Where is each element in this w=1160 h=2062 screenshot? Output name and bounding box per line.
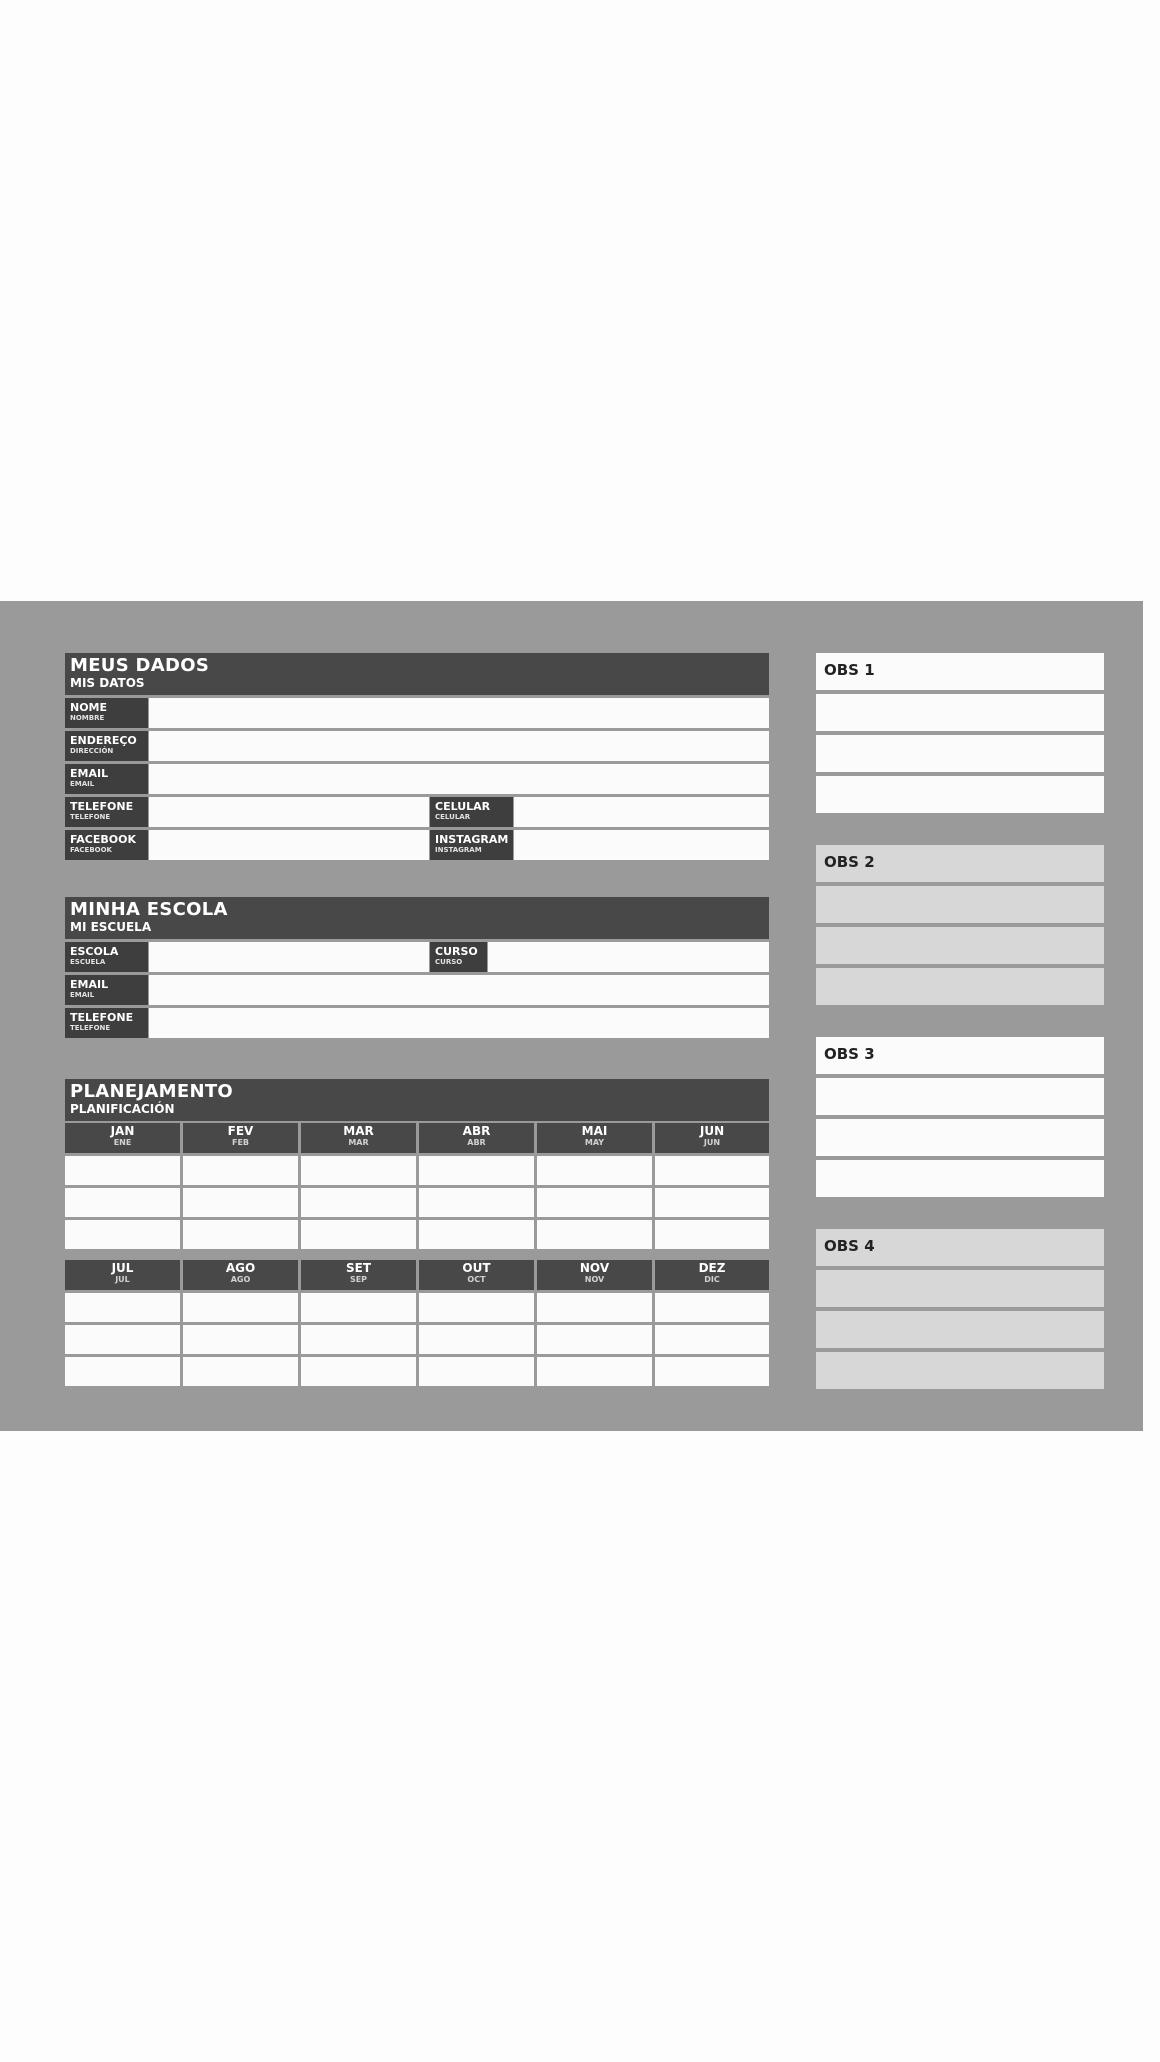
escola-email-label [65,975,148,1005]
obs-4-title: OBS 4 [824,1237,875,1255]
escola-label-text: ESCOLA [70,945,119,958]
nome-label-sub: NOMBRE [70,714,105,722]
nov-cell-3[interactable] [537,1357,652,1386]
escola-telefone-label-text: TELEFONE [70,1011,134,1024]
jan-cell-2[interactable] [65,1188,180,1217]
nov-cell-2[interactable] [537,1325,652,1354]
telefone-label-text: TELEFONE [70,800,134,813]
obs-2-title-box [816,845,1104,882]
month-out-es: OCT [467,1275,486,1284]
escola-label [65,942,148,972]
month-header-fev [183,1123,298,1153]
facebook-label [65,830,148,860]
month-header-mar [301,1123,416,1153]
month-header-jun [655,1123,769,1153]
endereco-label [65,731,148,761]
jul-cell-3[interactable] [65,1357,180,1386]
fev-cell-2[interactable] [183,1188,298,1217]
nov-cell-1[interactable] [537,1293,652,1322]
meus-dados-title: MEUS DADOS [70,655,210,676]
meus-dados-header [65,653,769,695]
mar-cell-1[interactable] [301,1156,416,1185]
ago-cell-3[interactable] [183,1357,298,1386]
obs-2-title: OBS 2 [824,853,875,871]
endereco-label-sub: DIRECCIÓN [70,747,114,755]
dez-cell-2[interactable] [655,1325,769,1354]
month-jun-es: JUN [703,1138,721,1147]
month-jan-es: ENE [113,1138,132,1147]
month-header-out [419,1260,534,1290]
obs-2-line-2[interactable] [816,927,1104,964]
obs-4-title-box [816,1229,1104,1266]
obs-3-line-1[interactable] [816,1078,1104,1115]
nome-label-text: NOME [70,701,108,714]
month-set-es: SEP [349,1275,368,1284]
month-header-dez [655,1260,769,1290]
escola-label-sub: ESCUELA [70,958,106,966]
obs-3-title-box [816,1037,1104,1074]
mar-cell-2[interactable] [301,1188,416,1217]
planejamento-subtitle: PLANIFICACIÓN [70,1102,175,1116]
month-jun-pt: JUN [699,1124,725,1138]
celular-label-sub: CELULAR [435,813,471,821]
month-fev-es: FEB [231,1138,250,1147]
escola-email-label-sub: EMAIL [70,991,95,999]
obs-1-line-1[interactable] [816,694,1104,731]
month-jul-pt: JUL [111,1261,134,1275]
instagram-field[interactable] [514,830,769,860]
planejamento-title: PLANEJAMENTO [70,1081,234,1102]
escola-email-field[interactable] [149,975,769,1005]
instagram-label-text: INSTAGRAM [435,833,509,846]
jun-cell-1[interactable] [655,1156,769,1185]
nome-field[interactable] [149,698,769,728]
ago-cell-2[interactable] [183,1325,298,1354]
month-dez-es: DIC [704,1275,720,1284]
instagram-label [430,830,513,860]
month-out-pt: OUT [462,1261,491,1275]
month-header-jan [65,1123,180,1153]
celular-label-text: CELULAR [435,800,491,813]
planner-sheet [0,601,1143,1431]
escola-telefone-field[interactable] [149,1008,769,1038]
month-header-ago [183,1260,298,1290]
month-jan-pt: JAN [110,1124,135,1138]
planejamento-header [65,1079,769,1121]
month-header-jul [65,1260,180,1290]
month-header-nov [537,1260,652,1290]
facebook-field[interactable] [149,830,429,860]
telefone-label-sub: TELEFONE [70,813,111,821]
month-nov-es: NOV [584,1275,605,1284]
abr-cell-2[interactable] [419,1188,534,1217]
ago-cell-1[interactable] [183,1293,298,1322]
curso-label-sub: CURSO [435,958,463,966]
obs-4-line-2[interactable] [816,1311,1104,1348]
instagram-label-sub: INSTAGRAM [435,846,482,854]
month-mai-pt: MAI [581,1124,608,1138]
email-label-sub: EMAIL [70,780,95,788]
obs-1-title: OBS 1 [824,661,875,679]
curso-label [430,942,487,972]
jun-cell-3[interactable] [655,1220,769,1249]
dez-cell-3[interactable] [655,1357,769,1386]
month-nov-pt: NOV [579,1261,610,1275]
escola-telefone-label-sub: TELEFONE [70,1024,111,1032]
out-cell-3[interactable] [419,1357,534,1386]
obs-3-line-2[interactable] [816,1119,1104,1156]
obs-2-line-3[interactable] [816,968,1104,1005]
month-header-set [301,1260,416,1290]
fev-cell-3[interactable] [183,1220,298,1249]
telefone-label [65,797,148,827]
endereco-label-text: ENDEREÇO [70,734,137,747]
obs-1-line-3[interactable] [816,776,1104,813]
dez-cell-1[interactable] [655,1293,769,1322]
out-cell-2[interactable] [419,1325,534,1354]
fev-cell-1[interactable] [183,1156,298,1185]
obs-4-line-1[interactable] [816,1270,1104,1307]
out-cell-1[interactable] [419,1293,534,1322]
month-mar-pt: MAR [343,1124,374,1138]
facebook-label-text: FACEBOOK [70,833,136,846]
mai-cell-3[interactable] [537,1220,652,1249]
jul-cell-1[interactable] [65,1293,180,1322]
minha-escola-subtitle: MI ESCUELA [70,920,152,934]
month-fev-pt: FEV [227,1124,254,1138]
celular-field[interactable] [514,797,769,827]
month-abr-es: ABR [467,1138,486,1147]
month-jul-es: JUL [115,1275,130,1284]
celular-label [430,797,513,827]
obs-1-line-2[interactable] [816,735,1104,772]
meus-dados-subtitle: MIS DATOS [70,676,145,690]
abr-cell-1[interactable] [419,1156,534,1185]
month-ago-pt: AGO [225,1261,256,1275]
month-ago-es: AGO [230,1275,251,1284]
month-header-abr [419,1123,534,1153]
month-mai-es: MAY [584,1138,605,1147]
obs-1-title-box [816,653,1104,690]
month-abr-pt: ABR [462,1124,491,1138]
minha-escola-title: MINHA ESCOLA [70,899,228,920]
mai-cell-2[interactable] [537,1188,652,1217]
jan-cell-1[interactable] [65,1156,180,1185]
email-field[interactable] [149,764,769,794]
month-dez-pt: DEZ [698,1261,726,1275]
nome-label [65,698,148,728]
jun-cell-2[interactable] [655,1188,769,1217]
telefone-field[interactable] [149,797,429,827]
curso-label-text: CURSO [435,945,478,958]
month-set-pt: SET [345,1261,372,1275]
jan-cell-3[interactable] [65,1220,180,1249]
abr-cell-3[interactable] [419,1220,534,1249]
jul-cell-2[interactable] [65,1325,180,1354]
email-label [65,764,148,794]
set-cell-1[interactable] [301,1293,416,1322]
mar-cell-3[interactable] [301,1220,416,1249]
facebook-label-sub: FACEBOOK [70,846,112,854]
set-cell-2[interactable] [301,1325,416,1354]
set-cell-3[interactable] [301,1357,416,1386]
email-label-text: EMAIL [70,767,109,780]
endereco-field[interactable] [149,731,769,761]
curso-field[interactable] [488,942,769,972]
month-header-mai [537,1123,652,1153]
obs-2-line-1[interactable] [816,886,1104,923]
minha-escola-header [65,897,769,939]
obs-3-title: OBS 3 [824,1045,875,1063]
escola-telefone-label [65,1008,148,1038]
escola-email-label-text: EMAIL [70,978,109,991]
obs-3-line-3[interactable] [816,1160,1104,1197]
obs-4-line-3[interactable] [816,1352,1104,1389]
mai-cell-1[interactable] [537,1156,652,1185]
month-mar-es: MAR [348,1138,369,1147]
escola-field[interactable] [149,942,429,972]
